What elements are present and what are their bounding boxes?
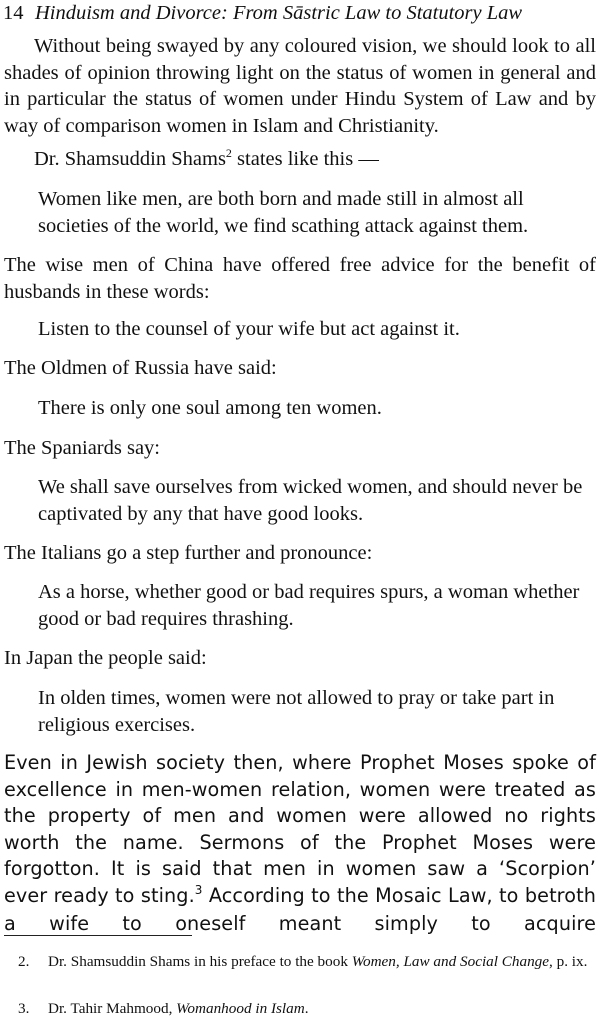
paragraph-shams: [4, 146, 596, 175]
footnote-3-number: 3.: [18, 1000, 30, 1017]
quote-italy: As a horse, whether good or bad requires spurs, a woman whether good or bad requires thrashing.: [38, 581, 580, 630]
paragraph-shams-text: Dr. Shamsuddin Shams: [34, 148, 226, 170]
footnote-3-text-end: .: [304, 1000, 309, 1017]
paragraph-spain: The Spaniards say:: [4, 437, 160, 459]
footnote-2-number: 2.: [18, 953, 30, 970]
quote-russia: There is only one soul among ten women.: [38, 397, 382, 419]
footnote-2-text: Dr. Shamsuddin Shams in his preface to the book: [48, 953, 352, 970]
footnote-ref-2[interactable]: 2: [225, 146, 232, 160]
footnote-2: [18, 951, 596, 972]
paragraph-jewish-text-end: According to the Mosaic Law, to betroth a wife to oneself meant simply to acquire: [4, 883, 596, 935]
paragraph-china: The wise men of China have offered free advice for the benefit of husbands in these words:: [4, 254, 596, 303]
footnote-divider: [4, 935, 192, 936]
footnote-2-book-title: Women, Law and Social Change: [351, 953, 550, 970]
footnote-3-book-title: Womanhood in Islam: [176, 1000, 305, 1017]
quote-shams: Women like men, are both born and made still in almost all societies of the world, we find scathing attack against them.: [38, 188, 529, 237]
footnote-ref-3[interactable]: 3: [194, 882, 203, 897]
footnote-2-text-end: , p. ix.: [549, 953, 588, 970]
footnote-3: [18, 998, 596, 1019]
quote-spain: We shall save ourselves from wicked women, and should never be captivated by any that have good looks.: [38, 476, 583, 525]
running-header: [3, 0, 594, 26]
paragraph-shams-text-end: states like this —: [231, 148, 379, 170]
paragraph-russia: The Oldmen of Russia have said:: [4, 357, 277, 379]
footnote-3-text: Dr. Tahir Mahmood,: [48, 1000, 177, 1017]
page-number: 14: [3, 2, 24, 24]
running-title: Hinduism and Divorce: From Sāstric Law to Statutory Law: [35, 2, 523, 24]
paragraph-italy: The Italians go a step further and pronounce:: [4, 542, 373, 564]
paragraph-intro: Without being swayed by any coloured vision, we should look to all shades of opinion throwing light on the status of women in general and in particular the status of women under Hindu System of Law and by way of comparison women in Islam and Christianity.: [4, 35, 596, 137]
paragraph-jewish-text: Even in Jewish society then, where Prophet Moses spoke of excellence in men-women relation, women were treated as the property of men and women were allowed no rights worth the name. Sermons of the Prophet Moses were forgotton. It is said that men in women saw a ‘Scorpion’ ever ready to sting.: [4, 751, 596, 907]
quote-china: Listen to the counsel of your wife but act against it.: [38, 318, 460, 340]
paragraph-jewish: [4, 750, 596, 938]
paragraph-japan: In Japan the people said:: [4, 647, 207, 669]
quote-japan: In olden times, women were not allowed to pray or take part in religious exercises.: [38, 687, 555, 736]
